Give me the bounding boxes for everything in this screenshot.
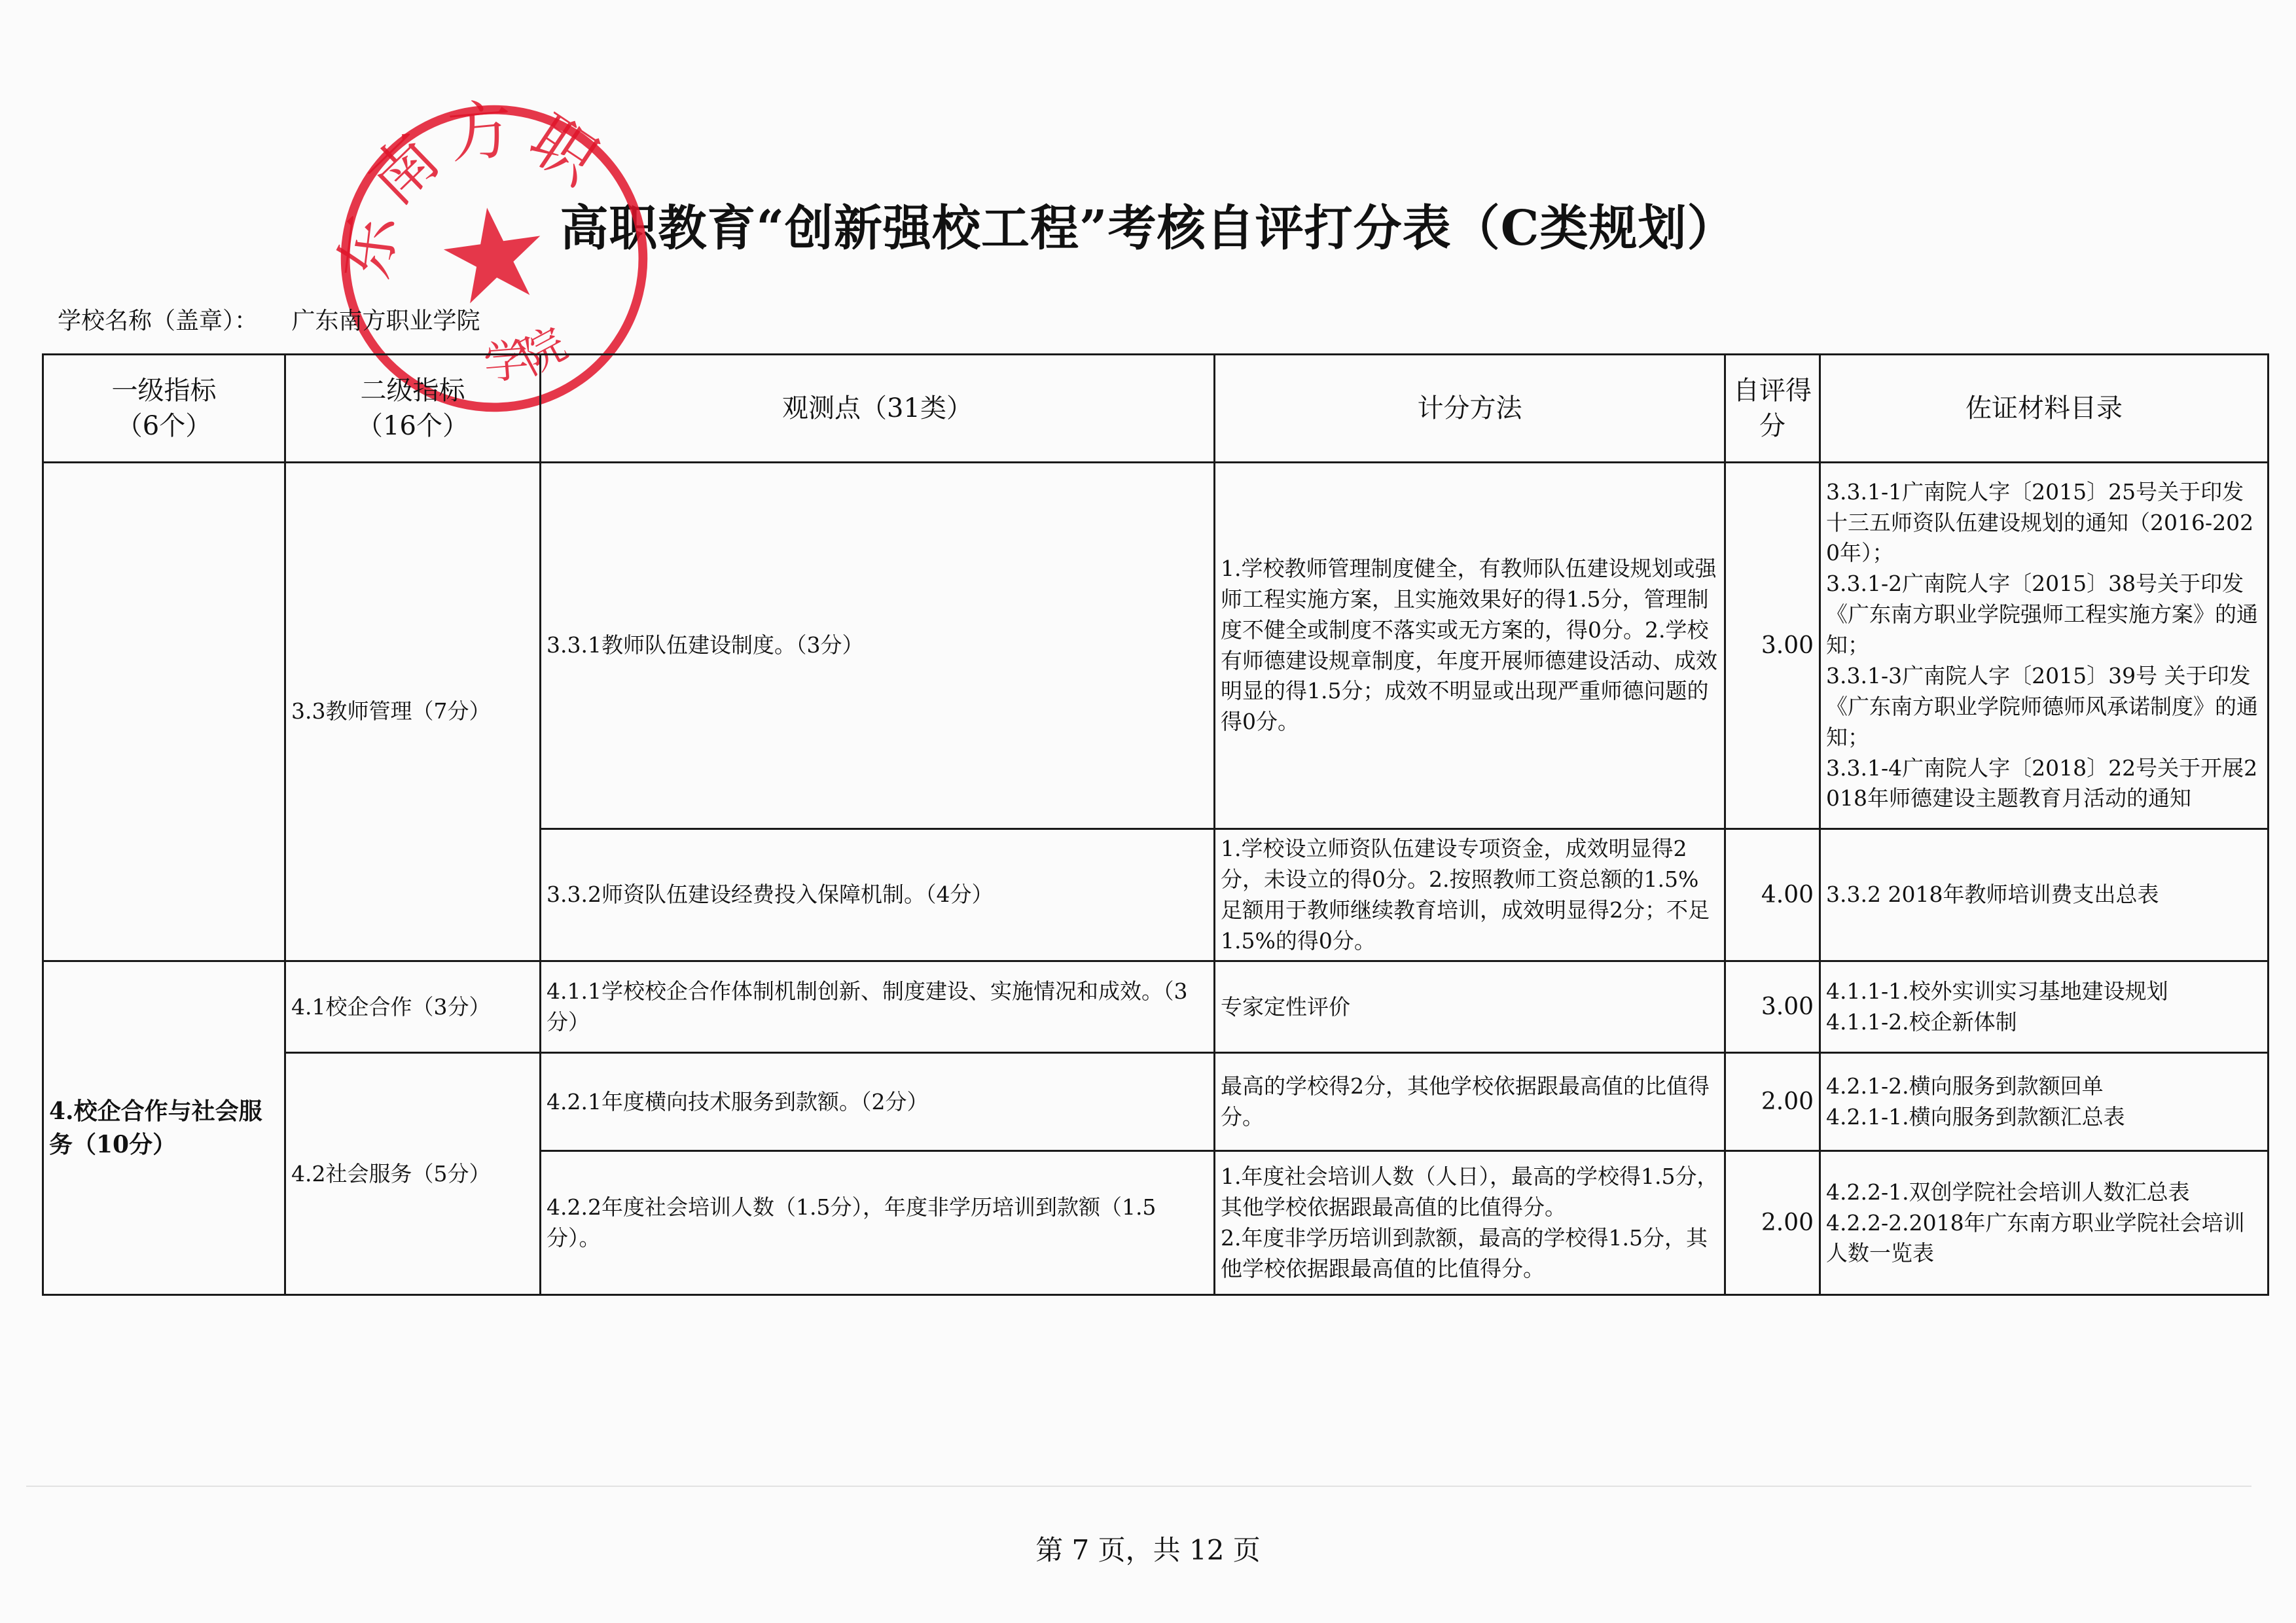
scoring-method-cell: 最高的学校得2分，其他学校依据跟最高值的比值得分。 [1215, 1053, 1725, 1151]
scoring-method-cell: 1.学校教师管理制度健全，有教师队伍建设规划或强师工程实施方案，且实施效果好的得1.5分，管理制度不健全或制度不落实或无方案的，得0分。2.学校有师德建设规章制度，年度开展师德建设活动、成效明显的得1.5分；成效不明显或出现严重师德问题的得0分。 [1215, 463, 1725, 829]
method-item: 2.年度非学历培训到款额，最高的学校得1.5分，其他学校依据跟最高值的比值得分。 [1221, 1224, 1708, 1281]
header-level1: 一级指标 （6个） [43, 355, 285, 463]
evidence-cell [1820, 1151, 2269, 1295]
svg-text:东南方职: 东南方职 [328, 91, 617, 284]
evidence-item: 4.1.1-1.校外实训实习基地建设规划 [1826, 978, 2168, 1005]
level1-cell-empty [43, 463, 285, 961]
evidence-item: 3.3.1-3广南院人字〔2015〕39号 关于印发《广东南方职业学院师德师风承诺制度》的通知； [1826, 662, 2258, 750]
evidence-item: 3.3.1-4广南院人字〔2018〕22号关于开展2018年师德建设主题教育月活动的通知 [1826, 755, 2258, 812]
self-score-cell: 4.00 [1725, 829, 1820, 961]
table-row [43, 1053, 2269, 1151]
evidence-cell: 3.3.2 2018年教师培训费支出总表 [1820, 829, 2269, 961]
evidence-item: 3.3.1-1广南院人字〔2015〕25号关于印发十三五师资队伍建设规划的通知（2016-2020年）； [1826, 478, 2254, 566]
observation-point-cell: 4.1.1学校校企合作体制机制创新、制度建设、实施情况和成效。（3分） [541, 961, 1215, 1053]
page-number: 第 7 页，共 12 页 [1035, 1534, 1261, 1566]
table-row [43, 961, 2269, 1053]
table-header-row [43, 355, 2269, 463]
evidence-cell [1820, 1053, 2269, 1151]
level2-cell: 4.2社会服务（5分） [285, 1053, 541, 1295]
table-row [43, 463, 2269, 829]
evidence-item: 4.1.1-2.校企新体制 [1826, 1008, 2017, 1035]
evidence-cell [1820, 961, 2269, 1053]
level2-cell: 3.3教师管理（7分） [285, 463, 541, 961]
evidence-item: 4.2.2-1.双创学院社会培训人数汇总表 [1826, 1179, 2190, 1205]
scoring-method-cell [1215, 1151, 1725, 1295]
observation-point-cell: 3.3.1教师队伍建设制度。（3分） [541, 463, 1215, 829]
level2-cell: 4.1校企合作（3分） [285, 961, 541, 1053]
scoring-method-cell: 1.学校设立师资队伍建设专项资金，成效明显得2分，未设立的得0分。2.按照教师工资总额的1.5%足额用于教师继续教育培训，成效明显得2分；不足1.5%的得0分。 [1215, 829, 1725, 961]
svg-text:学院: 学院 [482, 317, 575, 390]
self-score-cell: 2.00 [1725, 1053, 1820, 1151]
self-score-cell: 3.00 [1725, 463, 1820, 829]
evidence-item: 4.2.1-1.横向服务到款额汇总表 [1826, 1103, 2125, 1130]
header-self-score: 自评得分 [1725, 355, 1820, 463]
evidence-item: 3.3.1-2广南院人字〔2015〕38号关于印发《广东南方职业学院强师工程实施方案》的通知； [1826, 571, 2258, 658]
observation-point-cell: 4.2.2年度社会培训人数（1.5分），年度非学历培训到款额（1.5分）。 [541, 1151, 1215, 1295]
page-title: 高职教育“创新强校工程”考核自评打分表（C类规划） [560, 200, 1736, 257]
observation-point-cell: 3.3.2师资队伍建设经费投入保障机制。（4分） [541, 829, 1215, 961]
evidence-item: 4.2.2-2.2018年广东南方职业学院社会培训人数一览表 [1826, 1209, 2245, 1266]
scoring-table [42, 353, 2269, 1296]
level1-cell: 4.校企合作与社会服务（10分） [43, 961, 285, 1295]
header-scoring-method: 计分方法 [1215, 355, 1725, 463]
evidence-cell [1820, 463, 2269, 829]
evidence-item: 4.2.1-2.横向服务到款额回单 [1826, 1073, 2104, 1099]
self-score-cell: 3.00 [1725, 961, 1820, 1053]
school-line [58, 302, 480, 336]
header-evidence: 佐证材料目录 [1820, 355, 2269, 463]
header-level2: 二级指标 （16个） [285, 355, 541, 463]
self-score-cell: 2.00 [1725, 1151, 1820, 1295]
school-name: 广东南方职业学院 [291, 308, 480, 334]
scan-divider [26, 1486, 2251, 1487]
header-observation-point: 观测点（31类） [541, 355, 1215, 463]
observation-point-cell: 4.2.1年度横向技术服务到款额。（2分） [541, 1053, 1215, 1151]
school-label: 学校名称（盖章）： [58, 308, 259, 334]
scoring-method-cell: 专家定性评价 [1215, 961, 1725, 1053]
method-item: 1.年度社会培训人数（人日），最高的学校得1.5分，其他学校依据跟最高值的比值得分。 [1221, 1164, 1719, 1221]
